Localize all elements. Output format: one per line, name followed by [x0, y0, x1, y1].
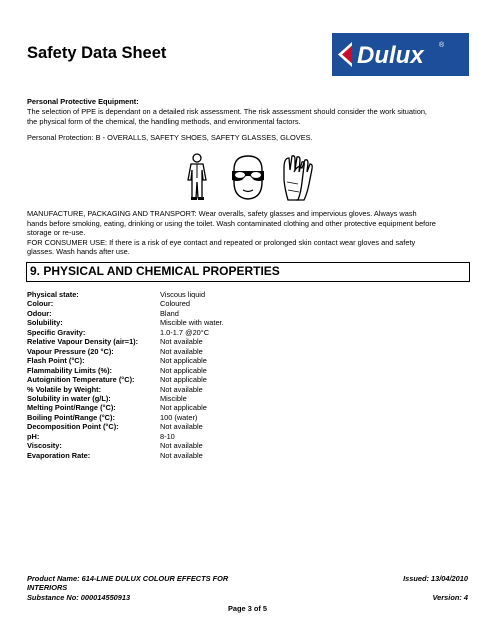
property-value: Viscous liquid [160, 290, 206, 299]
property-row [27, 441, 224, 450]
property-row [27, 366, 224, 375]
ppe-intro-line: The selection of PPE is dependant on a detailed risk assessment. The risk assessment should consider the work situation, [27, 107, 427, 116]
property-label: Flammability Limits (%): [27, 365, 113, 375]
product-name-line-1: Product Name: 614-LINE DULUX COLOUR EFFECTS FOR [27, 574, 229, 583]
property-value: Not applicable [160, 365, 207, 375]
property-value: Coloured [160, 299, 190, 309]
personal-protection-text: Personal Protection: B - OVERALLS, SAFETY SHOES, SAFETY GLASSES, GLOVES. [27, 133, 313, 142]
property-label: Colour: [27, 299, 54, 309]
property-row [27, 347, 224, 356]
property-value: Not available [160, 422, 203, 432]
property-value: Bland [160, 308, 179, 318]
manufacture-line: MANUFACTURE, PACKAGING AND TRANSPORT: Wear overalls, safety glasses and impervious gloves. Always wash [27, 209, 417, 218]
property-label: Solubility in water (g/L): [27, 393, 111, 403]
property-label: Boiling Point/Range (°C): [27, 412, 115, 422]
property-row [27, 318, 224, 327]
property-value: Not available [160, 337, 203, 347]
dulux-logo [332, 33, 469, 76]
property-value: Not available [160, 384, 203, 394]
property-label: Solubility: [27, 318, 63, 328]
property-value: Not applicable [160, 375, 207, 385]
property-row [27, 422, 224, 431]
ppe-heading: Personal Protective Equipment: [27, 97, 139, 106]
issued-date: Issued: 13/04/2010 [403, 574, 468, 583]
property-value: 1.0-1.7 @20°C [160, 327, 210, 337]
property-row [27, 451, 224, 460]
property-value: Not available [160, 441, 203, 451]
property-row [27, 385, 224, 394]
section-9-heading: 9. PHYSICAL AND CHEMICAL PROPERTIES [30, 264, 280, 278]
property-value: Not applicable [160, 403, 207, 413]
property-label: Flash Point (°C): [27, 356, 85, 366]
property-label: Physical state: [27, 290, 79, 299]
ppe-intro [27, 107, 472, 126]
property-row [27, 432, 224, 441]
manufacture-paragraph [27, 209, 472, 257]
property-label: Viscosity: [27, 441, 62, 451]
manufacture-line: storage or re-use. [27, 228, 86, 238]
version: Version: 4 [432, 592, 468, 602]
property-label: Melting Point/Range (°C): [27, 403, 116, 413]
manufacture-line: hands before smoking, eating, drinking or using the toilet. Wash contaminated clothing and other protective equipment before [27, 218, 436, 228]
property-value: Not applicable [160, 356, 207, 366]
properties-table [27, 290, 224, 460]
property-label: Specific Gravity: [27, 327, 86, 337]
property-label: Autoignition Temperature (°C): [27, 375, 135, 385]
property-row [27, 375, 224, 384]
property-row [27, 356, 224, 365]
safety-glasses-icon [226, 152, 270, 202]
substance-number: Substance No: 000014550913 [27, 592, 131, 602]
section-9-heading-box [26, 262, 470, 282]
property-label: Odour: [27, 308, 52, 318]
property-row [27, 337, 224, 346]
property-value: Miscible with water. [160, 318, 224, 328]
property-row [27, 299, 224, 308]
property-value: Miscible [160, 393, 187, 403]
property-label: % Volatile by Weight: [27, 384, 102, 394]
property-row [27, 328, 224, 337]
logo-registered-mark: ® [439, 42, 445, 49]
product-name-line-2: INTERIORS [27, 583, 68, 593]
gloves-icon [280, 152, 314, 202]
overalls-icon [183, 152, 211, 202]
property-label: pH: [27, 431, 40, 441]
property-row [27, 403, 224, 412]
page-title: Safety Data Sheet [27, 44, 167, 62]
property-row [27, 413, 224, 422]
property-row [27, 394, 224, 403]
property-value: 100 (water) [160, 412, 198, 422]
property-label: Evaporation Rate: [27, 450, 91, 460]
property-label: Decomposition Point (°C): [27, 422, 119, 432]
property-row [27, 309, 224, 318]
property-row [27, 290, 224, 299]
page-number: Page 3 of 5 [227, 604, 268, 613]
ppe-intro-line: the physical form of the chemical, the handling methods, and environmental factors. [27, 116, 301, 126]
property-value: Not available [160, 450, 203, 460]
property-label: Relative Vapour Density (air=1): [27, 337, 139, 347]
property-value: 8-10 [160, 431, 175, 441]
property-value: Not available [160, 346, 203, 356]
property-label: Vapour Pressure (20 °C): [27, 346, 114, 356]
logo-wordmark: Dulux [357, 42, 424, 69]
footer [27, 574, 468, 602]
consumer-use-line: glasses. Wash hands after use. [27, 247, 130, 257]
consumer-use-line: FOR CONSUMER USE: If there is a risk of eye contact and repeated or prolonged skin contact wear gloves and safety [27, 237, 416, 247]
